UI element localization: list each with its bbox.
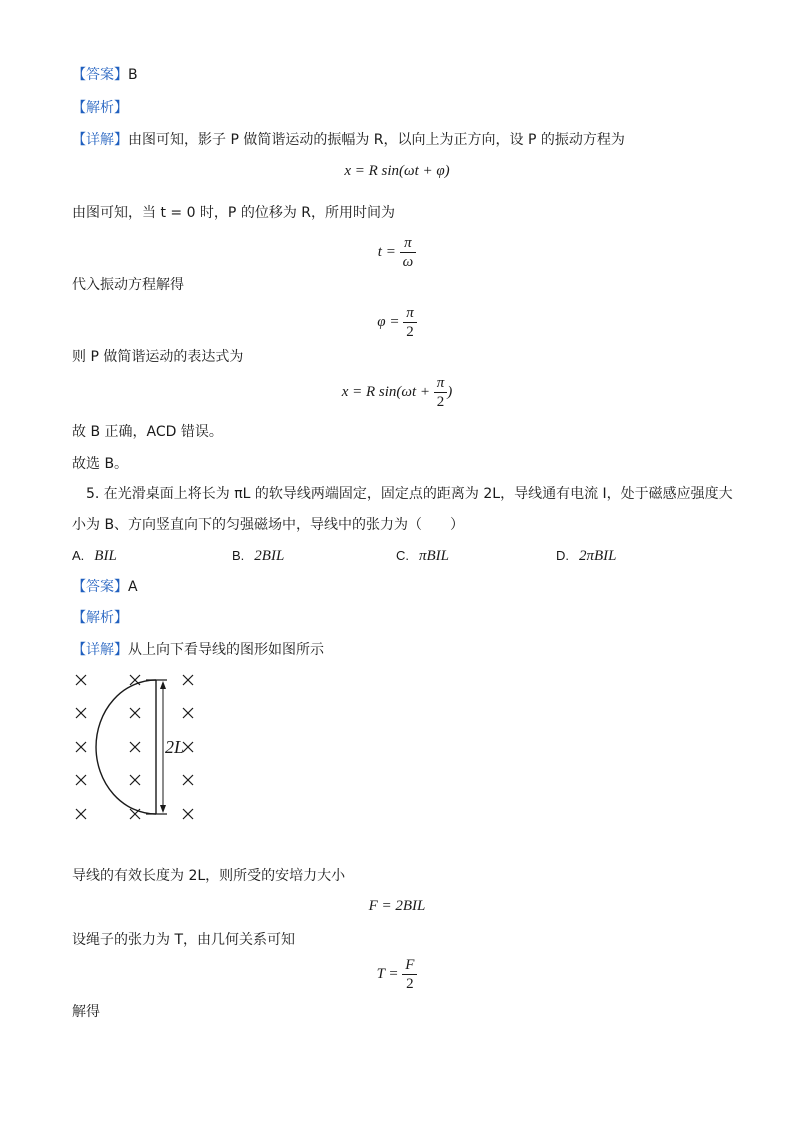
text-expression: 则 P 做简谐运动的表达式为	[72, 349, 244, 365]
text-substitute: 代入振动方程解得	[72, 277, 184, 293]
option-value: BIL	[94, 548, 117, 564]
field-cross-icon	[76, 708, 86, 718]
question-stem-line1: 5. 在光滑桌面上将长为 πL 的软导线两端固定，固定点的距离为 2L，导线通有电流 I，处于磁感应强度大	[86, 486, 733, 502]
field-cross-icon	[130, 708, 140, 718]
field-cross-icon	[183, 742, 193, 752]
answer-line-q4	[72, 65, 138, 85]
detail-line-q5	[72, 640, 324, 660]
field-cross-icon	[76, 675, 86, 685]
equation-time	[0, 234, 794, 271]
field-cross-icon	[130, 775, 140, 785]
analysis-tag: 【解析】	[72, 610, 128, 626]
numerator: F	[405, 957, 415, 973]
detail-text: 由图可知，影子 P 做简谐运动的振幅为 R，以向上为正方向，设 P 的振动方程为	[128, 132, 625, 148]
field-cross-icon	[76, 742, 86, 752]
option-value: 2BIL	[254, 548, 285, 564]
fraction	[403, 304, 417, 341]
equation-phase-lhs: φ =	[377, 313, 400, 330]
field-cross-icon	[130, 742, 140, 752]
equation-phase	[0, 304, 794, 341]
answer-value: B	[128, 67, 138, 83]
detail-line-q4	[72, 130, 625, 150]
option-c	[396, 546, 449, 566]
equation-final-rhs: )	[447, 383, 453, 400]
text-effective-length: 导线的有效长度为 2L，则所受的安培力大小	[72, 868, 346, 884]
option-d	[556, 546, 617, 566]
equation-oscillation: x = R sin(ωt + φ)	[344, 163, 450, 179]
question-stem-line2: 小为 B、方向竖直向下的匀强磁场中，导线中的张力为（ ）	[72, 517, 465, 533]
field-cross-icon	[183, 775, 193, 785]
fraction	[400, 234, 417, 271]
answer-tag: 【答案】	[72, 579, 128, 595]
choice-text: 故选 B。	[72, 456, 129, 472]
equation-time-lhs: t =	[377, 243, 396, 260]
denominator: 2	[434, 392, 448, 411]
text-time: 由图可知，当 t = 0 时，P 的位移为 R，所用时间为	[72, 205, 395, 221]
answer-value: A	[128, 579, 138, 595]
denominator: ω	[400, 252, 417, 271]
equation-tension-lhs: T =	[376, 965, 399, 982]
answer-line-q5	[72, 577, 138, 597]
option-b	[232, 546, 284, 566]
option-a	[72, 546, 117, 566]
field-cross-icon	[76, 775, 86, 785]
detail-text: 从上向下看导线的图形如图所示	[128, 642, 324, 658]
detail-tag: 【详解】	[72, 642, 128, 658]
magnetic-field-figure	[66, 668, 206, 826]
semicircle-wire	[96, 680, 156, 814]
arrow-down-icon	[160, 805, 166, 813]
option-label: C.	[396, 548, 409, 563]
fraction	[434, 374, 448, 411]
field-cross-icon	[183, 809, 193, 819]
equation-final-lhs: x = R sin(ωt +	[341, 383, 431, 400]
numerator: π	[436, 375, 445, 391]
option-value: 2πBIL	[579, 548, 617, 564]
option-label: D.	[556, 548, 569, 563]
denominator: 2	[403, 322, 417, 341]
field-cross-icon	[183, 675, 193, 685]
equation-tension	[0, 956, 794, 993]
text-solve: 解得	[72, 1004, 100, 1020]
option-value: πBIL	[419, 548, 450, 564]
option-label: A.	[72, 548, 85, 563]
dimension-label: 2L	[165, 737, 185, 757]
numerator: π	[404, 235, 412, 251]
option-label: B.	[232, 548, 245, 563]
detail-tag: 【详解】	[72, 132, 128, 148]
answer-tag: 【答案】	[72, 67, 128, 83]
arrow-up-icon	[160, 681, 166, 689]
equation-final	[0, 374, 794, 411]
text-tension: 设绳子的张力为 T，由几何关系可知	[72, 932, 296, 948]
fraction	[402, 956, 417, 993]
denominator: 2	[402, 974, 417, 993]
numerator: π	[406, 305, 414, 321]
equation-ampere-force: F = 2BIL	[368, 898, 426, 914]
conclusion-text: 故 B 正确，ACD 错误。	[72, 424, 223, 440]
field-cross-icon	[76, 809, 86, 819]
analysis-tag: 【解析】	[72, 100, 128, 116]
field-cross-icon	[183, 708, 193, 718]
